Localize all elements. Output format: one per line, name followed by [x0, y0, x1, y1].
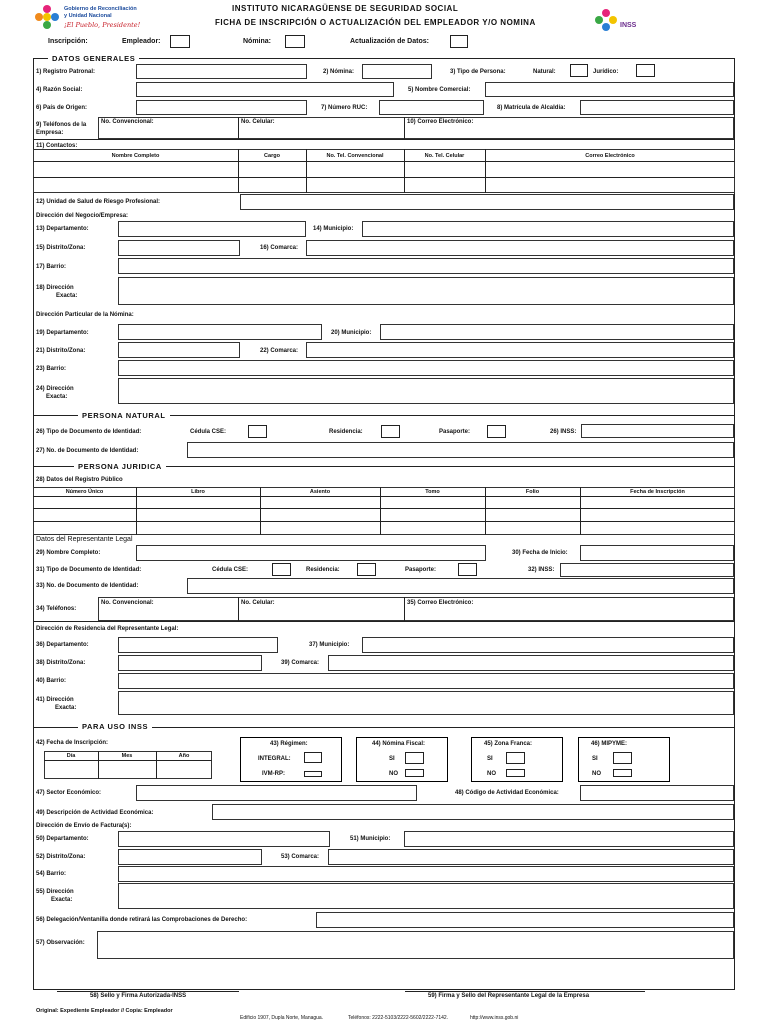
municipio-37-label: 37) Municipio:: [309, 642, 350, 648]
comarca-53-label: 53) Comarca:: [281, 854, 320, 860]
telefono-convencional-label: No. Convencional:: [101, 119, 154, 125]
direccion-24-field[interactable]: [118, 378, 734, 404]
contactos-label: 11) Contactos:: [36, 143, 78, 149]
juridico-checkbox[interactable]: [636, 64, 655, 77]
direccion-55-exacta-label: Exacta:: [51, 897, 73, 903]
header-title-1: INSTITUTO NICARAGÜENSE DE SEGURIDAD SOCIAL: [232, 4, 459, 13]
distrito-52-field[interactable]: [118, 849, 262, 865]
inss-flower-icon: [594, 8, 618, 32]
cedula-26-label: Cédula CSE:: [190, 429, 227, 435]
razon-social-label: 4) Razón Social:: [36, 87, 83, 93]
logo-line2: y Unidad Nacional: [64, 13, 112, 19]
inss-26-field[interactable]: [581, 424, 734, 438]
departamento-36-field[interactable]: [118, 637, 278, 653]
observacion-57-label: 57) Observación:: [36, 940, 85, 946]
pais-origen-label: 6) País de Origen:: [36, 105, 88, 111]
contact-col-correo: Correo Electrónico: [585, 153, 635, 159]
empleador-checkbox[interactable]: [170, 35, 190, 48]
ruc-field[interactable]: [379, 100, 484, 115]
direccion-55-field[interactable]: [118, 883, 734, 909]
num-doc-33-field[interactable]: [187, 578, 734, 594]
inss-26-label: 26) INSS:: [550, 429, 577, 435]
fecha-col-anio: Año: [178, 753, 190, 759]
barrio-54-label: 54) Barrio:: [36, 871, 67, 877]
nomina-fiscal-44-label: 44) Nómina Fiscal:: [372, 741, 426, 747]
nombre-29-label: 29) Nombre Completo:: [36, 550, 101, 556]
nomina-field-label: 2) Nómina:: [323, 69, 355, 75]
inss-logo-text: INSS: [620, 22, 637, 29]
pasaporte-31-label: Pasaporte:: [405, 567, 437, 573]
firma-59-label: 59) Firma y Sello del Representante Legal de la Empresa: [428, 993, 590, 999]
departamento-36-label: 36) Departamento:: [36, 642, 89, 648]
descripcion-49-field[interactable]: [212, 804, 734, 820]
pasaporte-31-checkbox[interactable]: [458, 563, 477, 576]
fecha-col-dia: Día: [66, 753, 76, 759]
footer-address: Edificio 1907, Dupla Norte, Managua.: [240, 1015, 324, 1021]
codigo-48-field[interactable]: [580, 785, 734, 801]
contact-col-nombre: Nombre Completo: [111, 153, 160, 159]
tipo-persona-label: 3) Tipo de Persona:: [450, 69, 506, 75]
inss-32-field[interactable]: [560, 563, 734, 577]
mipyme-46-label: 46) MIPYME:: [591, 741, 628, 747]
direccion-41-label: 41) Dirección: [36, 697, 74, 703]
comarca-16-field[interactable]: [306, 240, 734, 256]
nomina-checkbox[interactable]: [285, 35, 305, 48]
table-rule: [33, 521, 735, 522]
distrito-38-label: 38) Distrito/Zona:: [36, 660, 86, 666]
cedula-31-checkbox[interactable]: [272, 563, 291, 576]
pais-origen-field[interactable]: [136, 100, 307, 115]
departamento-50-label: 50) Departamento:: [36, 836, 89, 842]
divider: [404, 597, 405, 621]
ivm-checkbox[interactable]: [304, 771, 322, 777]
reg-col-fecha: Fecha de Inscripción: [630, 489, 685, 495]
direccion-negocio-label: Dirección del Negocio/Empresa:: [36, 213, 129, 219]
nombre-29-field[interactable]: [136, 545, 486, 561]
direccion-rep-label: Dirección de Residencia del Representante Legal:: [36, 626, 179, 632]
matricula-field[interactable]: [580, 100, 734, 115]
juridico-label: Jurídico:: [593, 69, 619, 75]
actualizacion-label: Actualización de Datos:: [350, 38, 429, 45]
registro-patronal-label: 1) Registro Patronal:: [36, 69, 96, 75]
footer-original: Original: Expediente Empleador // Copia: Empleador: [36, 1008, 173, 1014]
section-datos-generales: DATOS GENERALES: [48, 54, 139, 63]
divider: [238, 117, 239, 139]
zona-franca-no-label: NO: [487, 771, 496, 777]
comarca-16-label: 16) Comarca:: [260, 245, 299, 251]
contact-col-tel-conv: No. Tel. Convencional: [326, 153, 384, 159]
comarca-39-field[interactable]: [328, 655, 734, 671]
zona-franca-no-checkbox[interactable]: [506, 769, 525, 777]
conv-34-label: No. Convencional:: [101, 600, 154, 606]
cedula-31-label: Cédula CSE:: [212, 567, 249, 573]
contact-col-tel-cel: No. Tel. Celular: [424, 153, 465, 159]
descripcion-49-label: 49) Descripción de Actividad Económica:: [36, 810, 154, 816]
fecha-inicio-30-field[interactable]: [580, 545, 734, 561]
correo-35-label: 35) Correo Electrónico:: [407, 600, 474, 606]
municipio-14-label: 14) Municipio:: [313, 226, 354, 232]
num-doc-27-label: 27) No. de Documento de Identidad:: [36, 448, 139, 454]
registro-patronal-field[interactable]: [136, 64, 307, 79]
residencia-26-label: Residencia:: [329, 429, 363, 435]
mipyme-no-label: NO: [592, 771, 601, 777]
barrio-23-field[interactable]: [118, 360, 734, 376]
correo-empresa-label: 10) Correo Electrónico:: [407, 119, 474, 125]
reg-col-numero: Número Único: [65, 489, 104, 495]
footer-phones: Teléfonos: 2222-5103/2222-5602/2222-7142.: [348, 1015, 449, 1021]
natural-checkbox[interactable]: [570, 64, 588, 77]
section-persona-juridica: PERSONA JURIDICA: [74, 462, 166, 471]
inss-logo: [592, 8, 652, 34]
barrio-17-label: 17) Barrio:: [36, 264, 67, 270]
nombre-comercial-field[interactable]: [485, 82, 734, 97]
direccion-18-exacta-label: Exacta:: [56, 293, 78, 299]
fecha-col-mes: Mes: [121, 753, 133, 759]
table-rule: [33, 496, 735, 497]
telefono-celular-label: No. Celular:: [241, 119, 275, 125]
mipyme-si-label: SI: [592, 756, 598, 762]
zona-franca-45-label: 45) Zona Franca:: [484, 741, 533, 747]
direccion-nomina-label: Dirección Particular de la Nómina:: [36, 312, 134, 318]
num-doc-33-label: 33) No. de Documento de Identidad:: [36, 583, 139, 589]
empleador-label: Empleador:: [122, 38, 161, 45]
barrio-17-field[interactable]: [118, 258, 734, 274]
departamento-50-field[interactable]: [118, 831, 330, 847]
reg-col-asiento: Asiento: [309, 489, 331, 495]
zona-franca-si-checkbox[interactable]: [506, 752, 525, 764]
direccion-18-label: 18) Dirección: [36, 285, 74, 291]
direccion-41-exacta-label: Exacta:: [55, 705, 77, 711]
barrio-54-field[interactable]: [118, 866, 734, 882]
departamento-19-field[interactable]: [118, 324, 322, 340]
observacion-57-field[interactable]: [97, 931, 734, 959]
distrito-21-label: 21) Distrito/Zona:: [36, 348, 86, 354]
reg-col-libro: Libro: [191, 489, 205, 495]
distrito-15-field[interactable]: [118, 240, 240, 256]
direccion-envio-label: Dirección de Envío de Factura(s):: [36, 823, 132, 829]
inss-32-label: 32) INSS:: [528, 567, 555, 573]
direccion-41-field[interactable]: [118, 691, 734, 715]
logo-slogan: ¡El Pueblo, Presidente!: [64, 21, 141, 29]
divider: [238, 597, 239, 621]
flower-logo-icon: [34, 4, 60, 30]
matricula-label: 8) Matrícula de Alcaldía:: [497, 105, 566, 111]
registro-publico-label: 28) Datos del Registro Público: [36, 477, 123, 483]
distrito-15-label: 15) Distrito/Zona:: [36, 245, 86, 251]
signature-line: [57, 991, 239, 992]
municipio-37-field[interactable]: [362, 637, 734, 653]
divider: [33, 139, 735, 140]
telefonos-34-label: 34) Teléfonos:: [36, 606, 77, 612]
comarca-39-label: 39) Comarca:: [281, 660, 320, 666]
fecha-inscripcion-42-label: 42) Fecha de Inscripción:: [36, 740, 109, 746]
sector-47-field[interactable]: [136, 785, 417, 801]
razon-social-field[interactable]: [136, 82, 394, 97]
sector-47-label: 47) Sector Económico:: [36, 790, 102, 796]
unidad-salud-label: 12) Unidad de Salud de Riesgo Profesional:: [36, 199, 161, 205]
tipo-doc-31-label: 31) Tipo de Documento de Identidad:: [36, 567, 142, 573]
municipio-14-field[interactable]: [362, 221, 734, 237]
cedula-26-checkbox[interactable]: [248, 425, 267, 438]
integral-checkbox[interactable]: [304, 752, 322, 763]
barrio-40-label: 40) Barrio:: [36, 678, 67, 684]
municipio-20-field[interactable]: [380, 324, 734, 340]
divider: [404, 117, 405, 139]
barrio-40-field[interactable]: [118, 673, 734, 689]
fecha-inicio-30-label: 30) Fecha de Inicio:: [512, 550, 568, 556]
comarca-53-field[interactable]: [328, 849, 734, 865]
residencia-31-label: Residencia:: [306, 567, 340, 573]
direccion-24-label: 24) Dirección: [36, 386, 74, 392]
reg-col-folio: Folio: [525, 489, 540, 495]
contact-col-cargo: Cargo: [264, 153, 280, 159]
header-title-2: FICHA DE INSCRIPCIÓN O ACTUALIZACIÓN DEL EMPLEADOR Y/O NOMINA: [215, 18, 536, 27]
integral-label: INTEGRAL:: [258, 756, 291, 762]
barrio-23-label: 23) Barrio:: [36, 366, 67, 372]
section-uso-inss: PARA USO INSS: [78, 722, 152, 731]
sello-58-label: 58) Sello y Firma Autorizada-INSS: [90, 993, 187, 999]
municipio-51-field[interactable]: [404, 831, 734, 847]
codigo-48-label: 48) Código de Actividad Económica:: [455, 790, 559, 796]
table-rule: [33, 161, 735, 162]
direccion-55-label: 55) Dirección: [36, 889, 74, 895]
telefonos-empresa-label: 9) Teléfonos de la Empresa:: [36, 122, 87, 136]
signature-line: [405, 991, 645, 992]
government-logo: [34, 4, 164, 30]
departamento-13-field[interactable]: [118, 221, 306, 237]
departamento-19-label: 19) Departamento:: [36, 330, 89, 336]
nomina-fiscal-si-label: SI: [389, 756, 395, 762]
nomina-fiscal-no-checkbox[interactable]: [405, 769, 424, 777]
nombre-comercial-label: 5) Nombre Comercial:: [408, 87, 471, 93]
zona-franca-si-label: SI: [487, 756, 493, 762]
distrito-21-field[interactable]: [118, 342, 240, 358]
pasaporte-26-label: Pasaporte:: [439, 429, 471, 435]
section-persona-natural: PERSONA NATURAL: [78, 411, 170, 420]
tipo-doc-26-label: 26) Tipo de Documento de Identidad:: [36, 429, 142, 435]
delegacion-56-label: 56) Delegación/Ventanilla donde retirará las Comprobaciones de Derecho:: [36, 917, 248, 923]
municipio-20-label: 20) Municipio:: [331, 330, 372, 336]
regimen-43-label: 43) Régimen:: [270, 741, 308, 747]
representante-legal-label: Datos del Representante Legal: [36, 536, 133, 543]
direccion-18-field[interactable]: [118, 277, 734, 305]
ivm-label: IVM-RP:: [262, 771, 285, 777]
delegacion-56-field[interactable]: [316, 912, 734, 928]
direccion-24-exacta-label: Exacta:: [46, 394, 68, 400]
actualizacion-checkbox[interactable]: [450, 35, 468, 48]
nomina-field[interactable]: [362, 64, 432, 79]
nomina-fiscal-no-label: NO: [389, 771, 398, 777]
mipyme-si-checkbox[interactable]: [613, 752, 632, 764]
mipyme-no-checkbox[interactable]: [613, 769, 632, 777]
residencia-31-checkbox[interactable]: [357, 563, 376, 576]
comarca-22-label: 22) Comarca:: [260, 348, 299, 354]
ruc-label: 7) Número RUC:: [321, 105, 368, 111]
divider: [33, 621, 735, 622]
nomina-label: Nómina:: [243, 38, 271, 45]
reg-col-tomo: Tomo: [425, 489, 440, 495]
distrito-52-label: 52) Distrito/Zona:: [36, 854, 86, 860]
residencia-26-checkbox[interactable]: [381, 425, 400, 438]
table-rule: [33, 508, 735, 509]
nomina-fiscal-si-checkbox[interactable]: [405, 752, 424, 764]
natural-label: Natural:: [533, 69, 556, 75]
inscripcion-label: Inscripción:: [48, 38, 88, 45]
municipio-51-label: 51) Municipio:: [350, 836, 391, 842]
table-rule: [33, 177, 735, 178]
pasaporte-26-checkbox[interactable]: [487, 425, 506, 438]
departamento-13-label: 13) Departamento:: [36, 226, 89, 232]
distrito-38-field[interactable]: [118, 655, 262, 671]
footer-web: http://www.inss.gob.ni: [470, 1015, 519, 1021]
num-doc-27-field[interactable]: [187, 442, 734, 458]
cel-34-label: No. Celular:: [241, 600, 275, 606]
logo-line1: Gobierno de Reconciliación: [64, 6, 137, 12]
comarca-22-field[interactable]: [306, 342, 734, 358]
table-rule: [44, 760, 212, 761]
unidad-salud-field[interactable]: [240, 194, 734, 210]
